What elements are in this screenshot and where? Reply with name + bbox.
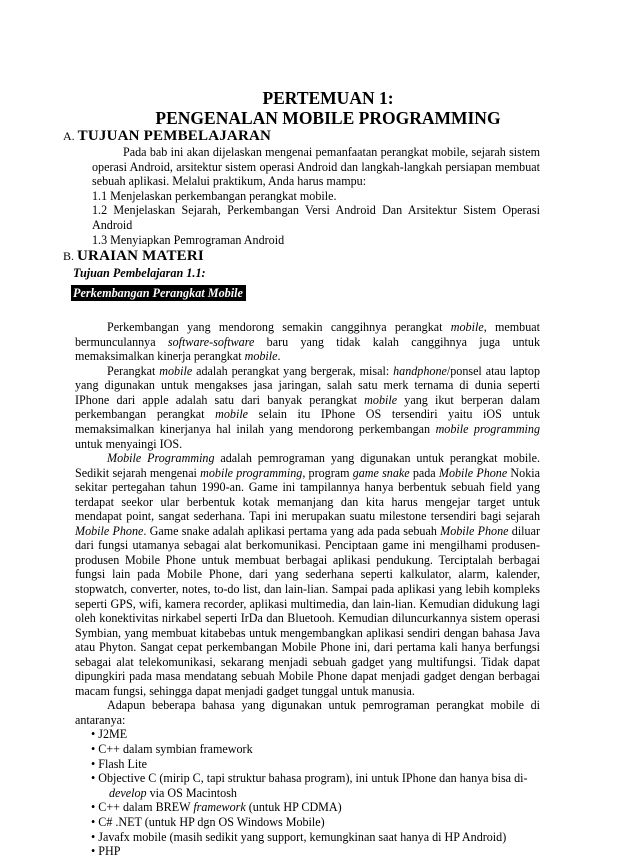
objective-1: 1.1 Menjelaskan perkembangan perangkat mobile.: [92, 188, 337, 203]
section-a-heading: [63, 129, 638, 144]
section-b-title: URAIAN MATERI: [77, 248, 204, 265]
list-item: • C++ dalam BREW framework (untuk HP CDMA): [91, 800, 540, 815]
language-list: [91, 727, 540, 858]
section-a-title: TUJUAN PEMBELAJARAN: [77, 128, 272, 144]
section-b-prefix: B.: [63, 249, 75, 264]
paragraph-4: Adapun beberapa bahasa yang digunakan untuk pemrograman perangkat mobile di antaranya:: [75, 698, 540, 727]
objective-3: 1.3 Menyiapkan Pemrograman Android: [92, 232, 285, 247]
subtitle: Tujuan Pembelajaran 1.1:: [73, 266, 206, 281]
list-item: • J2ME: [91, 727, 540, 742]
body-text: [75, 320, 540, 727]
list-item: • C++ dalam symbian framework: [91, 742, 540, 757]
document-title-line1: PERTEMUAN 1:: [262, 88, 394, 108]
list-item: • Javafx mobile (masih sedikit yang support, kemungkinan saat hanya di HP Android): [91, 830, 540, 845]
paragraph-3: Mobile Programming adalah pemrograman yang digunakan untuk perangkat mobile. Sedikit sejarah mengenai mobile programming, program game snake pada Mobile Phone Nokia sekitar pertegahan tahun 1990-an. Game ini tampilannya hanya berbentuk sebuah field yang terdapat seekor ular berbentuk kotak memanjang dan kita harus mengejar target untuk mendapat point, sangat sederhana. Tapi ini merupakan suatu milestone tersendiri bagi sejarah Mobile Phone. Game snake adalah aplikasi pertama yang ada pada sebuah Mobile Phone diluar dari fungsi utamanya sebagai alat berkomunikasi. Penciptaan game ini mengilhami produsen-produsen Mobile Phone untuk membuat berbagai aplikasi pendukung. Terciptalah berbagai fungsi lain pada Mobile Phone, dari yang sederhana seperti kalkulator, alarm, kalender, stopwatch, converter, notes, to-do list, dan lain-lian. Sampai pada aplikasi yang lebih kompleks seperti GPS, wifi, kamera recorder, aplikasi multimedia, dan lain-lian. Kemudian didukung lagi oleh konektivitas nirkabel seperti IrDa dan Bluetooh. Kemudian diluncurkannya sistem operasi Symbian, yang membuat kitabebas untuk mengembangkan aplikasi sendiri dengan bahasa Java atau Phyton. Sangat cepat perkembangan Mobile Phone ini, dari pertama kali hanya berfungsi sebagai alat telekomunikasi, sekarang menjadi sebuah gadget yang multifungsi. Tidak dapat dipungkiri pada masa mendatang sebuah Mobile Phone dapat menjadi gadget dengan berbagai macam fungsi, sehingga dapat menjadi gadget tunggal untuk manusia.: [75, 451, 540, 698]
section-a-intro: [92, 145, 540, 189]
list-item: • Flash Lite: [91, 757, 540, 772]
paragraph-2: Perangkat mobile adalah perangkat yang bergerak, misal: handphone/ponsel atau laptop yang digunakan untuk mengakses jasa jaringan, salah satu merk ternama di dunia seperti IPhone dari apple adalah satu dari banyak perangkat mobile yang ikut berperan dalam perkembangan perangkat mobile selain itu IPhone OS tersendiri yaitu iOS untuk memaksimalkan kinerjanya hal inilah yang mendorong perkembangan mobile programming untuk menyaingi IOS.: [75, 363, 541, 451]
document-title-line2: PENGENALAN MOBILE PROGRAMMING: [155, 108, 501, 128]
paragraph-1: Perkembangan yang mendorong semakin canggihnya perangkat mobile, membuat bermunculannya software-software baru yang tidak kalah canggihnya juga untuk memaksimalkan kinerja perangkat mobile.: [75, 320, 540, 364]
topic-badge: Perkembangan Perangkat Mobile: [71, 285, 246, 301]
section-b-heading: [63, 249, 638, 264]
list-item: • PHP: [91, 844, 540, 859]
section-a-prefix: A.: [63, 129, 75, 143]
objective-2: 1.2 Menjelaskan Sejarah, Perkembangan Versi Android Dan Arsitektur Sistem Operasi Android: [92, 203, 540, 232]
list-item: • C# .NET (untuk HP dgn OS Windows Mobile): [91, 815, 540, 830]
list-item: • Objective C (mirip C, tapi struktur bahasa program), ini untuk IPhone dan hanya bisa di-develop via OS Macintosh: [91, 771, 540, 800]
section-a-intro-text: Pada bab ini akan dijelaskan mengenai pemanfaatan perangkat mobile, sejarah sistem operasi Android, arsitektur sistem operasi Android dan langkah-langkah persiapan membuat sebuah aplikasi. Melalui praktikum, Anda harus mampu:: [92, 145, 540, 189]
